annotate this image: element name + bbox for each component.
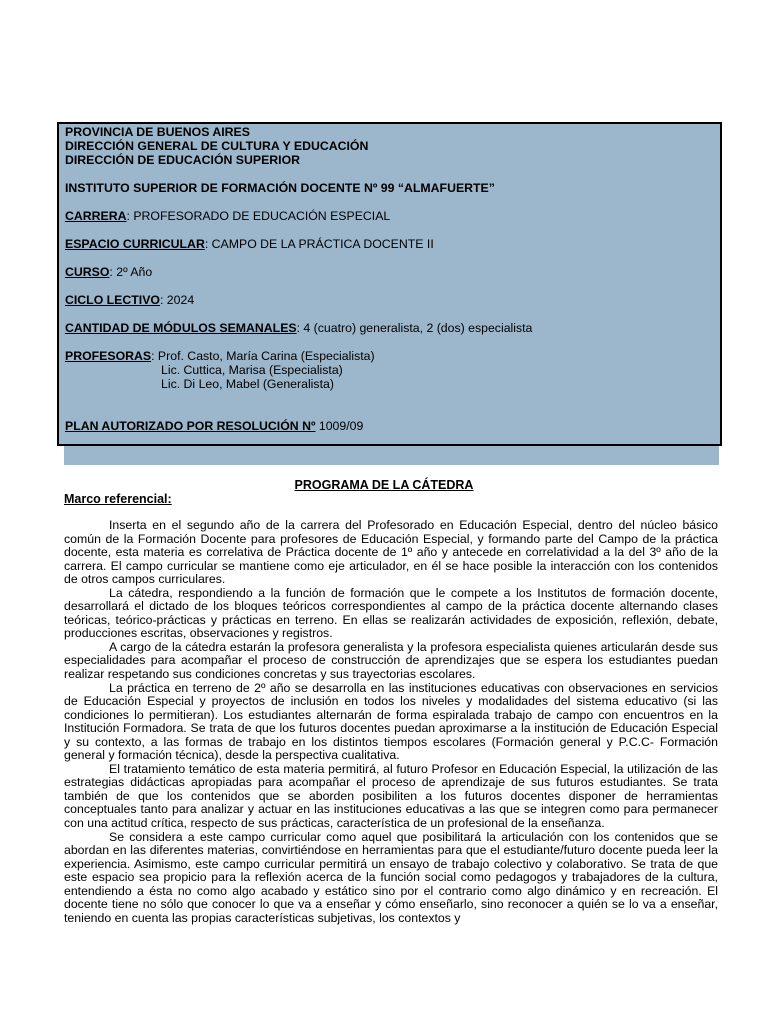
- paragraph: El tratamiento temático de esta materia permitirá, al futuro Profesor en Educación Especial, la utilización de las estrategias didácticas apropiadas para acompañar el proceso de aprendizaje de sus futuros estudiantes. Se trata también de que los contenidos que se aborden posibiliten a los futuros docentes disponer de herramientas conceptuales tanto para analizar y actuar en las instituciones educativas a las que se integren como para permanecer con una actitud crítica, respecto de sus prácticas, característica de un profesional de la enseñanza.: [64, 761, 718, 831]
- paragraph: Inserta en el segundo año de la carrera del Profesorado en Educación Especial, dentro del núcleo básico común de la Formación Docente para profesores de Educación Especial, y formando parte del Campo de la práctica docente, esta materia es correlativa de Práctica docente de 1º año y antecede en correlatividad a la del 3º año de la carrera. El campo curricular se mantiene como eje articulador, en él se hace posible la interacción con los contenidos de otros campos curriculares.: [64, 518, 718, 587]
- plan-label: PLAN AUTORIZADO POR RESOLUCIÓN Nº: [65, 419, 316, 433]
- profesora-1: : Prof. Casto, María Carina (Especialista): [151, 349, 375, 363]
- header-curso: [65, 265, 152, 279]
- curso-value: : 2º Año: [109, 265, 153, 279]
- header-profesora-2-line: [65, 363, 343, 377]
- modulos-value: : 4 (cuatro) generalista, 2 (dos) especialista: [296, 321, 533, 335]
- header-modulos: [65, 321, 532, 335]
- marco-referencial-title: Marco referencial:: [64, 492, 172, 506]
- body-text: [64, 519, 718, 925]
- paragraph: A cargo de la cátedra estarán la profesora generalista y la profesora especialista quienes articularán desde sus especialidades para acompañar el proceso de construcción de aprendizajes que se espera los estudiantes puedan realizar respetando sus condiciones concretas y sus trayectorias escolares.: [64, 639, 718, 682]
- header-profesoras: [65, 349, 375, 363]
- header-province: PROVINCIA DE BUENOS AIRES: [65, 125, 250, 139]
- header-carrera: [65, 209, 390, 223]
- header-direccion-general: DIRECCIÓN GENERAL DE CULTURA Y EDUCACIÓN: [65, 139, 369, 153]
- paragraph: La práctica en terreno de 2º año se desarrolla en las instituciones educativas con observaciones en servicios de Educación Especial y proyectos de inclusión en todos los niveles y modalidades del sistema educativo (si las condiciones lo permitieran). Los estudiantes alternarán de forma espiralada trabajo de campo con encuentros en la Institución Formadora. Se trata de que los futuros docentes puedan aproximarse a la institución de Educación Especial y su contexto, a las formas de trabajo en los distintos tiempos escolares (Formación general y P.C.C- Formación general y formación técnica), desde la perspectiva cualitativa.: [64, 680, 718, 763]
- ciclo-label: CICLO LECTIVO: [65, 293, 160, 307]
- header-espacio: [65, 237, 434, 251]
- header-profesora-3-line: [65, 377, 334, 391]
- profesora-2: Lic. Cuttica, Marisa (Especialista): [161, 363, 343, 377]
- header-direccion-superior: DIRECCIÓN DE EDUCACIÓN SUPERIOR: [65, 153, 301, 167]
- curso-label: CURSO: [65, 265, 110, 279]
- plan-value: 1009/09: [315, 419, 364, 433]
- carrera-value: : PROFESORADO DE EDUCACIÓN ESPECIAL: [126, 209, 391, 223]
- header-institute: INSTITUTO SUPERIOR DE FORMACIÓN DOCENTE Nº 99 “ALMAFUERTE”: [65, 181, 495, 195]
- espacio-value: : CAMPO DE LA PRÁCTICA DOCENTE II: [204, 237, 434, 251]
- carrera-label: CARRERA: [65, 209, 127, 223]
- espacio-label: ESPACIO CURRICULAR: [65, 237, 205, 251]
- profesora-3: Lic. Di Leo, Mabel (Generalista): [161, 377, 334, 391]
- profesoras-label: PROFESORAS: [65, 349, 152, 363]
- header-box: [57, 122, 722, 446]
- header-plan: [65, 419, 363, 433]
- modulos-label: CANTIDAD DE MÓDULOS SEMANALES: [65, 321, 297, 335]
- programa-title: PROGRAMA DE LA CÁTEDRA: [294, 478, 474, 492]
- header-box-shadow: [64, 446, 719, 465]
- paragraph: La cátedra, respondiendo a la función de formación que le compete a los Institutos de formación docente, desarrollará el dictado de los bloques teóricos correspondientes al campo de la práctica docente alternando clases teóricas, teórico-prácticas y prácticas en terreno. En ellas se realizarán actividades de exposición, reflexión, debate, producciones escritas, observaciones y registros.: [64, 585, 718, 641]
- paragraph: Se considera a este campo curricular como aquel que posibilitará la articulación con los contenidos que se abordan en las diferentes materias, convirtiéndose en herramientas para que el estudiante/futuro docente pueda leer la experiencia. Asimismo, este campo curricular permitirá un ensayo de trabajo colectivo y colaborativo. Se trata de que este espacio sea propicio para la reflexión acerca de la función social como pedagogos y trabajadores de la cultura, entendiendo a ésta no como algo acabado y estático sino por el contrario como algo dinámico y en recreación. El docente tiene no sólo que conocer lo que va a enseñar y cómo enseñarlo, sino reconocer a quién se lo va a enseñar, teniendo en cuenta las propias características subjetivas, los contextos y: [64, 829, 718, 925]
- ciclo-value: : 2024: [159, 293, 195, 307]
- header-ciclo: [65, 293, 194, 307]
